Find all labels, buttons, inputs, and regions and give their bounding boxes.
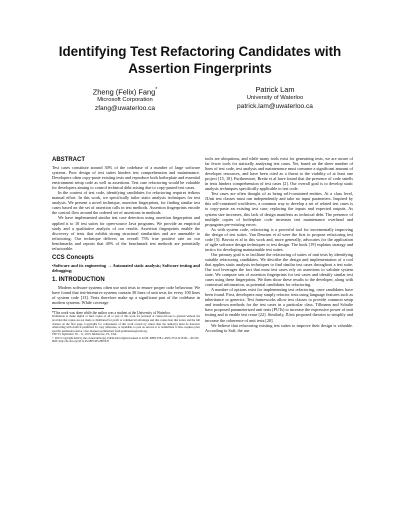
title-line-2: Assertion Fingerprints (128, 61, 272, 76)
copyright-notice: © 2015 Copyright held by the owner/author(s). Publication rights licensed to ACM. ISBN 978-1-4503-3712-8/15/09 ... $15.00 (52, 335, 199, 340)
abstract-heading: ABSTRACT (52, 157, 85, 163)
author-name: Zheng (Felix) Fang* (92, 87, 158, 97)
abstract-paragraph: Test cases constitute around 30% of the codebase of a number of large software systems. Poor design of test suites hinders test comprehension and maintenance. Developers often copy-paste existing tests and reproduce both boilerplate and essential environment setup code as well as assertions. Test case refactoring would be valuable for developers aiming to control technical debt arising due to copy-pasted test cases. (52, 165, 200, 191)
ccs-heading: CCS Concepts (52, 254, 94, 261)
author-affiliation: Microsoft Corporation (97, 97, 153, 104)
author-footnote-mark: * (155, 87, 158, 93)
ccs-concepts: •Software and its engineering → Automated static analysis; Software testing and debugging; (52, 262, 200, 273)
abstract-paragraph: In the context of test code, identifying candidates for refactoring requires tedious manual effort. In this work, we specifically tailor static analysis techniques for test analysis. We present a novel technique, assertion fingerprints, for finding similar test cases based on the set of assertion calls in test methods. Assertion fingerprints encode the control flow around the ordered set of assertions in methods. (52, 190, 200, 216)
body-paragraph: tools are ubiquitous, and while many tools exist for generating tests, we are aware of far fewer tools for statically analyzing test cases. Yet, based on the sheer number of lines of test code, test analysis and maintenance must consume a significant amount of developer resources, and have been cited as a threat to the viability of at least one project [15, 18]. Furthermore, Breitz et al have found that the presence of code smells in tests hinders comprehension of test cases [2]. Our overall goal is to develop static analysis techniques specifically applicable to test code. (205, 156, 353, 192)
body-paragraph: A number of options exist for implementing test refactoring, once candidates have been found. First, developers may simply refactor tests using language features such as inheritance or generics. Test frameworks allow test classes to provide common setup and teardown methods for the test cases in a particular class. Tillmann and Schulte have proposed parameterized unit tests (PUTs) to increase the expressive power of unit testing and to enable test reuse [22]. Similarly, JUnit proposed theories to simplify and increase the coherence of unit tests [20]. (205, 287, 354, 323)
author-footnote: *This work was done while the author was a student at the University of Waterloo. (52, 311, 171, 316)
paper-title (40, 43, 360, 77)
author-name: Patrick Lam (255, 85, 295, 94)
author-affiliation: University of Waterloo (246, 95, 304, 101)
abstract-paragraph: We have implemented similar test case detection using assertion fingerprints and applied it to 10 test suites for open-source Java programs. We provide an empirical study and a qualitative analysis of our results. Assertion fingerprints enable the discovery of tests that exhibit strong structural similarities and are amenable to refactoring. Our technique delivers an overall 75% true positive rate on our benchmarks and reports that 40% of the benchmark test methods are potentially refactorable. (52, 215, 200, 251)
venue-info: FSE'15, September 30 – 11, 2015, Melbourne, FL, USA (52, 332, 117, 337)
author-block-1 (50, 85, 200, 113)
author-email: patrick.lam@uwaterloo.ca (237, 102, 313, 110)
doi-link[interactable]: DOI: http://dx.doi.org/10.1145/2807435.2807437 (52, 339, 110, 344)
author-block-2 (200, 85, 350, 111)
body-paragraph: We believe that refactoring existing test suites to improve their design is valuable. According to Saff, the use (205, 322, 353, 333)
introduction-heading: 1. INTRODUCTION (52, 276, 105, 283)
permission-notice: Permission to make digital or hard copies of all or part of this work for personal or classroom use is granted without fee provided that copies are not made or distributed for profit or commercial advantage and that copies bear this notice and the full citation on the first page. Copyrights for components of this work owned by others than the author(s) must be honored. Abstracting with credit is permitted. To copy otherwise, or republish, to post on servers or to redistribute to lists, requires prior specific permission and/or a fee. Request permissions from permissions@acm.org. (52, 314, 200, 333)
author-email: zfang@uwaterloo.ca (94, 104, 156, 112)
body-paragraph: Test cases are often thought of as being self-contained entities. At a class level, JUnit test classes must run independently and take no input parameters. Inspired by this self-contained worldview, a common way to develop a set of related test cases is to copy-paste an existing test case, replacing the inputs and expected outputs. As system size increases, this lack of design manifests as technical debt. The presence of multiple copies of boilerplate code increases test maintenance overhead and propagates pre-existing errors. (205, 191, 353, 227)
body-paragraph: Our primary goal is to facilitate the refactoring of suites of unit tests by identifying suitable refactoring candidates. We describe the design and implementation of a tool that applies static analysis techniques to find similar test cases throughout a test suite. Our tool leverages the fact that most test cases rely on assertions to validate system state. We compute sets of assertion fingerprints for test cases and identify similar test cases using these fingerprints. We then show these results to the developer, along with contextual information, as potential candidates for refactoring. (205, 251, 353, 288)
title-line-1: Identifying Test Refactoring Candidates with (58, 44, 342, 59)
left-column (52, 156, 200, 344)
footnote-divider (52, 308, 104, 309)
body-paragraph: As with system code, refactoring is a powerful tool for incrementally improving the design of test suites. Van Deursen et al were the first to propose refactoring test code [5]. Bavota et al in this work and, more generally, advocates for the application of agile software design techniques to test design. The book [19] explains strategy and tactics for developing maintainable test suites. (205, 226, 353, 252)
body-paragraph: Modern software systems often use unit tests to ensure proper code behaviour. We have found that test-intensive systems contain 30 lines of unit tests for every 100 lines of system code [13]. Tests therefore make up a significant part of the codebase in modern systems. While coverage (52, 284, 200, 306)
right-column (205, 156, 353, 333)
